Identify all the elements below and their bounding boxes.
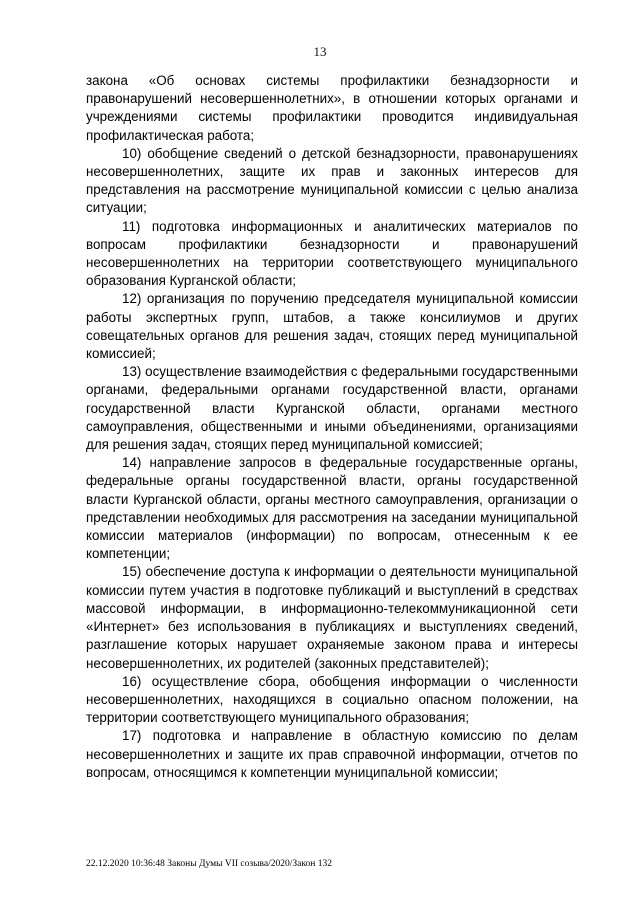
document-footer: 22.12.2020 10:36:48 Законы Думы VII созыва/2020/Закон 132	[86, 859, 332, 869]
paragraph-continuation: закона «Об основах системы профилактики безнадзорности и правонарушений несовершеннолетних», в отношении которых органами и учреждениями системы профилактики проводится индивидуальная профилактическая работа;	[86, 73, 578, 143]
paragraph-item-12: 12) организация по поручению председателя муниципальной комиссии работы экспертных групп, штабов, а также консилиумов и других совещательных органов для решения задач, стоящих перед муниципальной комиссией;	[86, 291, 578, 362]
paragraph-item-14: 14) направление запросов в федеральные государственные органы, федеральные органы государственной власти, органы государственной власти Курганской области, органы местного самоуправления, организации о представлении необходимых для рассмотрения на заседании муниципальной комиссии материалов (информации) по вопросам, отнесенным к ее компетенции;	[86, 455, 578, 562]
page-number: 13	[313, 44, 327, 59]
paragraph-item-16: 16) осуществление сбора, обобщения информации о численности несовершеннолетних, находящихся в социально опасном положении, на территории соответствующего муниципального образования;	[86, 673, 578, 726]
document-body	[86, 72, 578, 782]
paragraph-item-17: 17) подготовка и направление в областную комиссию по делам несовершеннолетних и защите их прав справочной информации, отчетов по вопросам, относящимся к компетенции муниципальной комиссии;	[86, 728, 578, 780]
paragraph-item-10: 10) обобщение сведений о детской безнадзорности, правонарушениях несовершеннолетних, защите их прав и законных интересов для представления на рассмотрение муниципальной комиссии с целью анализа ситуации;	[86, 145, 578, 216]
paragraph-item-15: 15) обеспечение доступа к информации о деятельности муниципальной комиссии путем участия в подготовке публикаций и выступлений в средствах массовой информации, в информационно-телекоммуникационной сети «Интернет» без использования в публикациях и выступлениях сведений, разглашение которых нарушает охраняемые законом права и интересы несовершеннолетних, их родителей (законных представителей);	[86, 564, 578, 671]
paragraph-item-11: 11) подготовка информационных и аналитических материалов по вопросам профилактики безнадзорности и правонарушений несовершеннолетних на территории соответствующего муниципального образования Курганской области;	[86, 218, 578, 289]
paragraph-item-13: 13) осуществление взаимодействия с федеральными государственными органами, федеральными органами государственной власти, органами государственной власти Курганской области, органами местного самоуправления, общественными и иными объединениями, организациями для решения задач, стоящих перед муниципальной комиссией;	[86, 364, 578, 453]
